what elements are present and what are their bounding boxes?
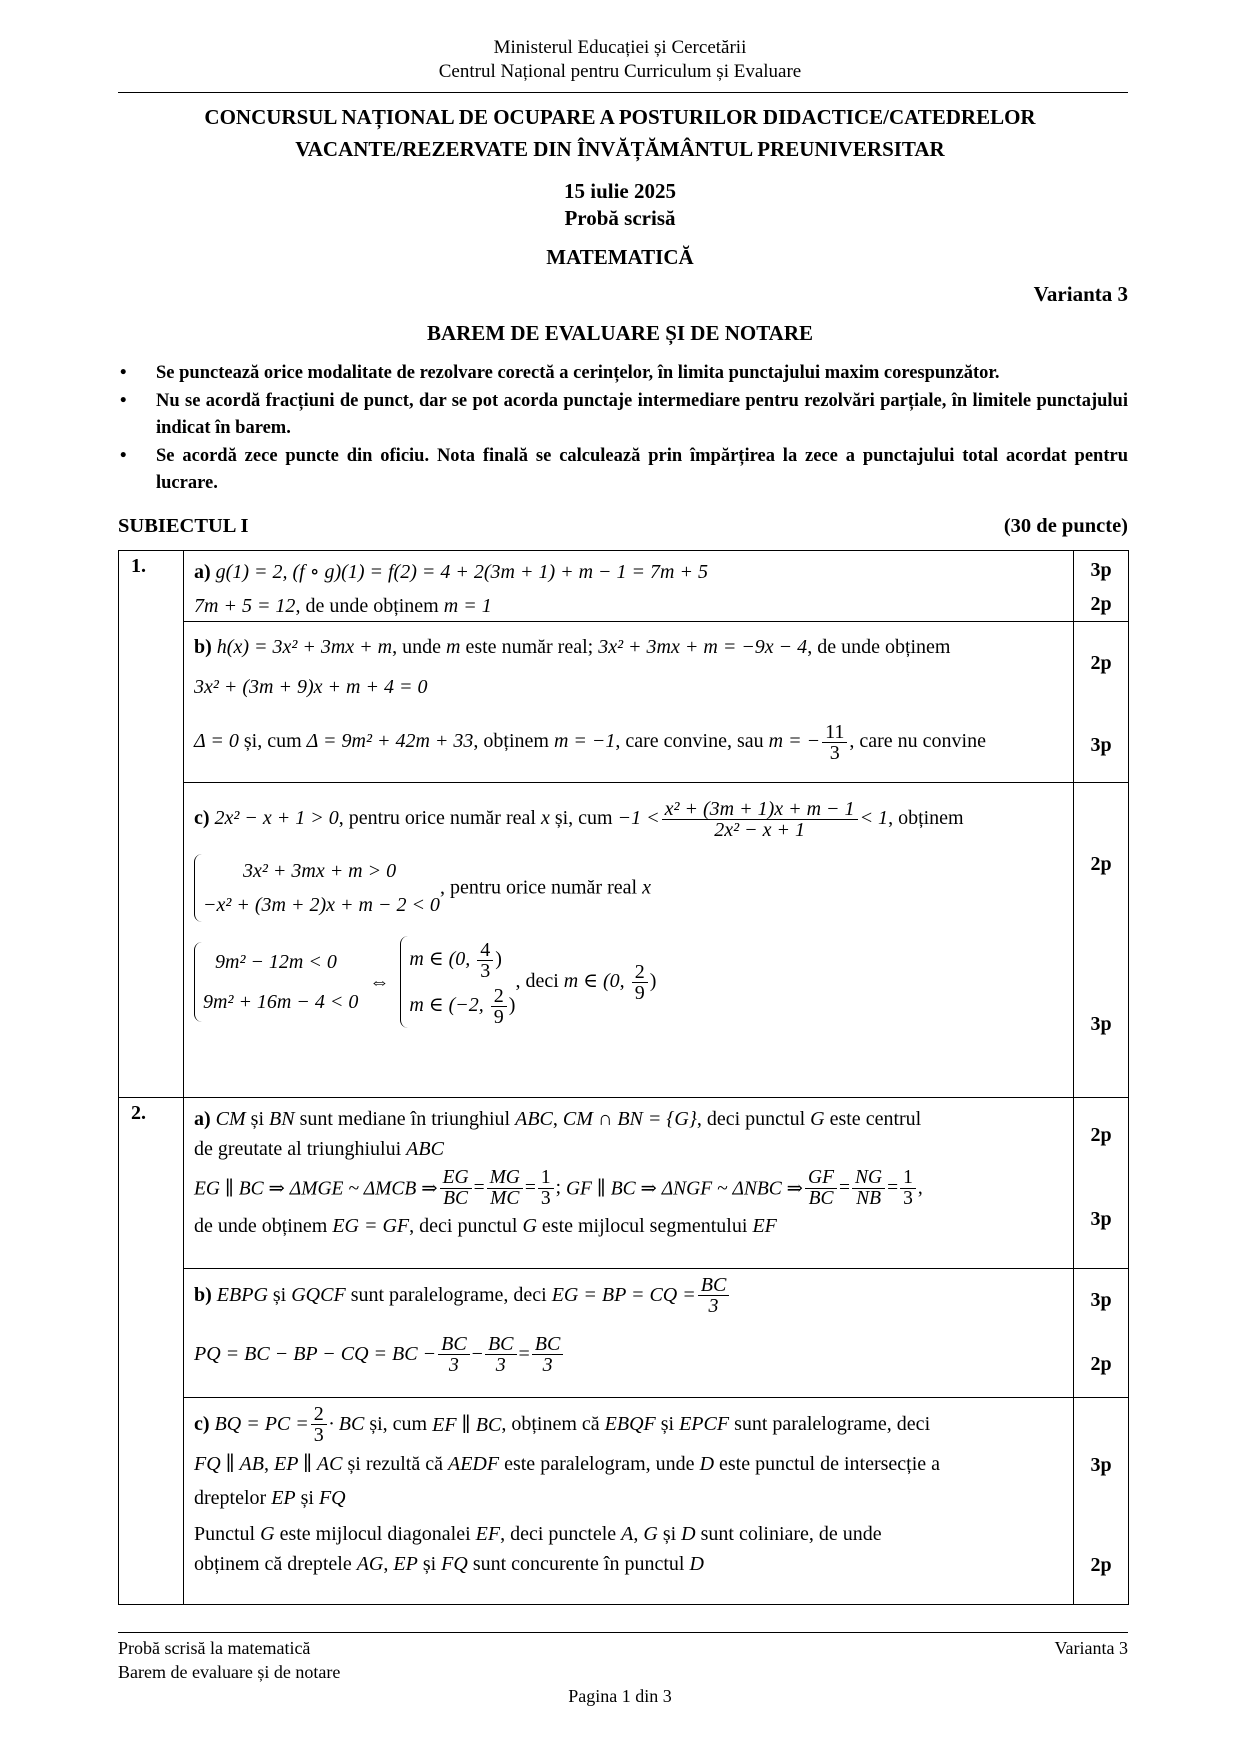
table-row: [119, 1269, 1129, 1398]
table-row: [119, 1398, 1129, 1605]
p2a-points: 2p 3p: [1074, 1098, 1129, 1269]
p1b-content: b) h(x) = 3x² + 3mx + m, unde m este număr real; 3x² + 3mx + m = −9x − 4, de unde obținem 3x² + (3m + 9)x + m + 4 = 0 Δ = 0 și, cum Δ = 9m² + 42m + 33, obținem m = −1, care convine, sau m = − $\frac{11}{3}$ , care nu convine: [184, 622, 1074, 783]
footer: [118, 1636, 1128, 1684]
header-rule: [118, 92, 1128, 93]
footer-barem: Barem de evaluare și de notare: [118, 1662, 341, 1682]
ministry-name: Ministerul Educației și Cercetării: [493, 37, 747, 58]
contest-title-line1: CONCURSUL NAȚIONAL DE OCUPARE A POSTURILOR DIDACTICE/CATEDRELOR: [204, 105, 1036, 129]
section-heading: [118, 515, 1128, 538]
barem-title: BAREM DE EVALUARE ȘI DE NOTARE: [426, 321, 814, 345]
subject-title: MATEMATICĂ: [546, 245, 694, 269]
page-number: Pagina 1 din 3: [568, 1686, 672, 1706]
p2c-content: c) BQ = PC = $\frac{2}{3}$ · BC și, cum EF ∥ BC, obținem că EBQF și EPCF sunt paralelograme, deci FQ ∥ AB, EP ∥ AC și rezultă că AEDF este paralelogram, unde D este punctul de intersecție a dreptelor EP și FQ Punctul G este mijlocul diagonalei EF, deci punctele A, G și D sunt coliniare, de unde obținem că dreptele AG, EP și FQ sunt concurente în punctul D: [184, 1398, 1074, 1605]
p1b-points: 2p 3p: [1074, 622, 1129, 783]
p2c-points: 3p 2p: [1074, 1398, 1129, 1605]
table-row: [119, 622, 1129, 783]
p1a-points: 3p 2p: [1074, 551, 1129, 622]
section-points: (30 de puncte): [1003, 515, 1128, 537]
problem-number: 2.: [119, 1098, 184, 1605]
p2a-content: a) CM și BN sunt mediane în triunghiul ABC, CM ∩ BN = {G}, deci punctul G este centrul de greutate al triunghiului ABC EG ∥ BC ⇒ ΔMGE ~ ΔMCB ⇒ $\frac{EG}{BC}$ = $\frac{MG}{MC}$ = $\frac{1}{3}$ ; GF ∥ BC ⇒ ΔNGF ~ ΔNBC ⇒ $\frac{GF}{BC}$ = $\frac{NG}{NB}$ = $\frac{1}{3}$ , de unde obținem EG = GF, deci punctul G este mijlocul segmentului EF: [184, 1098, 1074, 1269]
center-name: Centrul Național pentru Curriculum și Evaluare: [438, 61, 802, 82]
system-brace: m ∈ (0, $\frac{4}{3}$ ) m ∈ (−2, $\frac{2}{9}$ ): [400, 936, 515, 1028]
table-row: [119, 1098, 1129, 1269]
rule-item: • Se punctează orice modalitate de rezolvare corectă a cerințelor, în limita punctajului maxim corespunzător.: [120, 363, 1000, 383]
footer-variant: Varianta 3: [1054, 1638, 1128, 1658]
footer-rule: [118, 1632, 1128, 1633]
system-brace: 3x² + 3mx + m > 0 −x² + (3m + 2)x + m − 2 < 0: [194, 854, 440, 922]
footer-exam: Probă scrisă la matematică: [118, 1638, 311, 1658]
variant-label: Varianta 3: [1033, 282, 1128, 306]
p1a-content: a) g(1) = 2, (f ∘ g)(1) = f(2) = 4 + 2(3m + 1) + m − 1 = 7m + 5 7m + 5 = 12, de unde obținem m = 1: [184, 551, 1074, 622]
grading-rules: [118, 360, 1128, 498]
system-brace: 9m² − 12m < 0 9m² + 16m − 4 < 0: [194, 942, 358, 1022]
table-row: [119, 551, 1129, 622]
exam-date: 15 iulie 2025: [563, 179, 676, 203]
fraction: $\frac{11}{3}$: [822, 722, 847, 763]
p2b-content: b) EBPG și GQCF sunt paralelograme, deci EG = BP = CQ = $\frac{BC}{3}$ PQ = BC − BP − CQ = BC − $\frac{BC}{3}$ − $\frac{BC}{3}$ = $\frac{BC}{3}$: [184, 1269, 1074, 1398]
grading-table: [118, 550, 1129, 1605]
table-row: [119, 783, 1129, 1098]
section-name: SUBIECTUL I: [118, 515, 249, 537]
p1c-content: c) 2x² − x + 1 > 0, pentru orice număr real x și, cum −1 < $\frac{\text{x² + (3m + 1)x + m − 1}}{\text{2x² − x + 1}}$ < 1, obținem 3x² + 3mx + m > 0 −x² + (3m + 2)x + m − 2 < 0 , pentru orice număr real x 9m² − 12m < 0 9m² + 16m − 4 < 0 ⇔ m ∈ (0, $\frac{4}{3}$ ) m ∈ (−2, $\frac{2}{9}$ ) , deci m ∈ (0, $\frac{2}{9}$ ): [184, 783, 1074, 1098]
fraction: $\frac{\text{x² + (3m + 1)x + m − 1}}{\text{2x² − x + 1}}$: [662, 799, 858, 840]
contest-title-line2: VACANTE/REZERVATE DIN ÎNVĂȚĂMÂNTUL PREUNIVERSITAR: [295, 137, 945, 161]
rule-item: • Se acordă zece puncte din oficiu. Nota finală se calculează prin împărțirea la zece a punctajului total acordat pentru lucrare.: [120, 446, 1128, 493]
rule-item: • Nu se acordă fracțiuni de punct, dar se pot acorda punctaje intermediare pentru rezolvări parțiale, în limitele punctajului indicat în barem.: [120, 391, 1128, 438]
exam-type: Probă scrisă: [564, 206, 676, 230]
problem-number: 1.: [119, 551, 184, 1098]
p2b-points: 3p 2p: [1074, 1269, 1129, 1398]
p1c-points: 2p 3p: [1074, 783, 1129, 1098]
